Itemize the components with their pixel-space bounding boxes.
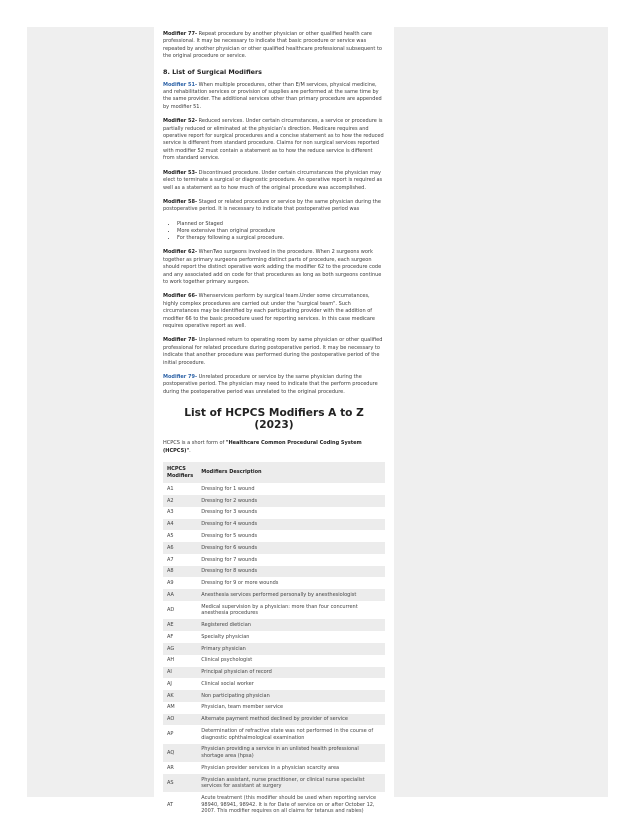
modifier-description-cell: Primary physician: [197, 643, 385, 655]
modifier-code-cell: A2: [163, 495, 197, 507]
modifier-code-cell: AF: [167, 633, 174, 640]
modifier-description-cell: Non participating physician: [197, 690, 385, 702]
table-row: [163, 566, 385, 578]
modifier-code-cell: AO: [163, 714, 197, 726]
modifier-description-cell: Dressing for 7 wounds: [201, 556, 258, 563]
modifier-description-cell: Dressing for 4 wounds: [197, 519, 385, 531]
table-row: [163, 619, 385, 631]
modifier-description-cell: Dressing for 6 wounds: [197, 542, 385, 554]
modifier-code-cell: AM: [167, 704, 175, 711]
modifier-78-label: Modifier 78-: [163, 337, 198, 344]
modifier-79-paragraph: [163, 374, 385, 396]
table-row: [163, 554, 385, 566]
modifier-code-cell: AK: [163, 690, 197, 702]
hcpcs-title: List of HCPCS Modifiers A to Z (2023): [184, 407, 364, 432]
modifier-description-cell: Acute treatment (this modifier should be used when reporting service 98940, 98941, 98942. It is for Date of service on or after October 12, 2007. This modifier requires on all claims for tetanus and rabies): [201, 794, 377, 815]
table-row: [163, 762, 385, 774]
table-row: [163, 774, 385, 792]
column-header-description: Modifiers Description: [197, 462, 385, 483]
table-row: [163, 655, 385, 667]
modifier-58-paragraph: [163, 199, 385, 214]
modifier-51-text: When multiple procedures, other than E/M services, physical medicine, and rehabilitation services or provision of supplies are performed at the same time by the same provider. The additional services other than primary procedure are appended by modifier 51.: [163, 81, 382, 110]
modifier-description-cell: Dressing for 1 wound: [201, 485, 255, 492]
modifier-62-label: Modifier 62-: [163, 249, 198, 256]
modifier-description-cell: Dressing for 2 wounds: [197, 495, 385, 507]
modifier-code-cell: AP: [167, 731, 174, 738]
modifier-code-cell: AG: [163, 643, 197, 655]
modifier-description-cell: Clinical psychologist: [201, 657, 253, 664]
table-row: [163, 519, 385, 531]
hcpcs-intro-suffix: .: [189, 447, 191, 454]
table-row: [163, 507, 385, 519]
table-row: [163, 643, 385, 655]
table-header-row: [163, 462, 385, 483]
modifier-code-cell: A1: [167, 485, 174, 492]
modifier-code-cell: A3: [167, 509, 174, 516]
hcpcs-table: [163, 462, 385, 817]
table-row: [163, 702, 385, 714]
modifier-description-cell: Anesthesia services performed personally by anesthesiologist: [197, 589, 385, 601]
list-item: • More extensive than original procedure: [177, 228, 385, 235]
modifier-58-text: Staged or related procedure or service by the same physician during the postoperative period. It is necessary to indicate that postoperative period was: [163, 198, 381, 213]
modifier-51-link[interactable]: Modifier 51-: [163, 81, 198, 88]
modifier-code-cell: A7: [167, 556, 174, 563]
modifier-description-cell: Clinical social worker: [201, 680, 254, 687]
table-row: [163, 792, 385, 817]
modifier-52-label: Modifier 52-: [163, 118, 198, 125]
modifier-description-cell: Medical supervision by a physician: more than four concurrent anesthesia procedures: [201, 603, 358, 617]
modifier-62-text: WhenTwo surgeons involved in the procedure. When 2 surgeons work together as primary surgeons performing distinct parts of procedure, each surgeon should report the distinct operative work adding the modifier 62 to the procedure code and any associated add on code for that procedures as long as both surgeons continue to work together primary surgeon.: [163, 249, 382, 285]
table-row: [163, 495, 385, 507]
table-row: [163, 631, 385, 643]
modifier-79-text: Unrelated procedure or service by the same physician during the postoperative period. The physician may need to indicate that the perform procedure during the postoperative period was unrelated to the original procedure.: [163, 374, 378, 395]
modifier-66-label: Modifier 66-: [163, 293, 198, 300]
modifier-78-text: Unplanned return to operating room by same physician or other qualified professional for related procedure during postoperative period. It may be necessary to indicate that another procedure was performed during the postoperative period of the initial procedure.: [163, 337, 383, 366]
modifier-code-cell: AD: [167, 606, 175, 613]
modifier-description-cell: Physician, team member service: [201, 704, 284, 711]
hcpcs-intro-bold: "Healthcare Common Procedural Coding System (HCPCS)": [163, 440, 362, 454]
modifier-58-label: Modifier 58-: [163, 198, 198, 205]
table-row: [163, 725, 385, 743]
modifier-description-cell: Physician assistant, nurse practitioner, or clinical nurse specialist services for assistant at surgery: [197, 774, 385, 792]
modifier-58-list: [163, 221, 385, 243]
modifier-code-cell: A8: [163, 566, 197, 578]
surgical-modifiers-heading: 8. List of Surgical Modifiers: [163, 67, 262, 76]
modifier-52-text: Reduced services. Under certain circumstances, a service or procedure is partially reduced or eliminated at the physician’s direction. Medicare requires and operative report for surgical procedures and a concise statement as to how the reduced service is different from standard procedure. Claims for non surgical services reported with modifier 52 must contain a statement as to how the reduce service is different from standard service.: [163, 118, 384, 162]
modifier-description-cell: Dressing for 9 or more wounds: [201, 580, 279, 587]
modifier-53-label: Modifier 53-: [163, 169, 198, 176]
modifier-78-paragraph: [163, 337, 385, 367]
table-row: [163, 530, 385, 542]
modifier-77-label: Modifier 77-: [163, 31, 198, 37]
modifier-code-cell: A6: [163, 542, 197, 554]
modifier-code-cell: AI: [163, 667, 197, 679]
hcpcs-intro: [163, 440, 385, 455]
modifier-description-cell: Specialty physician: [201, 633, 250, 640]
modifier-code-cell: AQ: [163, 744, 197, 762]
modifier-66-paragraph: [163, 293, 385, 330]
table-row: [163, 744, 385, 762]
modifier-description-cell: Dressing for 8 wounds: [197, 566, 385, 578]
table-row: [163, 483, 385, 495]
modifier-description-cell: Physician providing a service in an unlisted health professional shortage area (hpsa): [197, 744, 385, 762]
table-row: [163, 601, 385, 619]
modifier-code-cell: AH: [167, 657, 175, 664]
list-item: • For therapy following a surgical procedure.: [177, 235, 385, 242]
modifier-code-cell: AR: [167, 764, 174, 771]
modifier-79-link[interactable]: Modifier 79-: [163, 374, 198, 381]
modifier-description-cell: Determination of refractive state was not performed in the course of diagnostic ophthalmological examination: [201, 728, 374, 741]
table-row: [163, 690, 385, 702]
hcpcs-intro-prefix: HCPCS is a short form of: [163, 440, 226, 447]
modifier-52-paragraph: [163, 118, 385, 162]
modifier-code-cell: AJ: [167, 680, 172, 687]
table-row: [163, 714, 385, 726]
table-row: [163, 589, 385, 601]
modifier-description-cell: Physician provider services in a physician scarcity area: [201, 764, 340, 771]
modifier-description-cell: Dressing for 5 wounds: [201, 532, 258, 539]
modifier-description-cell: Alternate payment method declined by provider of service: [197, 714, 385, 726]
modifier-62-paragraph: [163, 249, 385, 286]
modifier-53-text: Discontinued procedure. Under certain circumstances the physician may elect to terminate a surgical or diagnostic procedure. An operative report is required as well as a statement as to how much of the original procedure was accomplished.: [163, 169, 383, 191]
table-row: [163, 678, 385, 690]
article-content: [154, 27, 394, 815]
modifier-code-cell: A9: [167, 580, 174, 587]
modifier-description-cell: Dressing for 3 wounds: [201, 509, 258, 516]
table-row: [163, 542, 385, 554]
table-body: [163, 483, 385, 817]
modifier-77-text: Repeat procedure by another physician or other qualified health care professional. It may be necessary to indicate that basic procedure or service was repeated by another physician or other qualified healthcare professional subsequent to the original procedure or service.: [163, 31, 382, 60]
modifier-code-cell: AT: [167, 801, 174, 808]
table-row: [163, 577, 385, 589]
modifier-66-text: Whenservices perform by surgical team.Under some circumstances, highly complex procedures are carried out under the "surgical team". Such circumstances may be identified by each participating provider with the addition of modifier 66 to the basic procedure used for reporting services. In this case medicare requires operative report as well.: [163, 293, 375, 329]
modifier-code-cell: A5: [167, 532, 174, 539]
modifier-53-paragraph: [163, 170, 385, 192]
modifier-77-paragraph: [163, 31, 385, 61]
column-header-code: HCPCS Modifiers: [163, 462, 197, 483]
modifier-code-cell: AS: [163, 774, 197, 792]
table-row: [163, 667, 385, 679]
modifier-description-cell: Principal physician of record: [197, 667, 385, 679]
modifier-description-cell: Registered dietician: [197, 619, 385, 631]
modifier-code-cell: AE: [163, 619, 197, 631]
modifier-51-paragraph: [163, 82, 385, 112]
modifier-code-cell: AA: [163, 589, 197, 601]
list-item: • Planned or Staged: [177, 221, 385, 228]
modifier-code-cell: A4: [163, 519, 197, 531]
